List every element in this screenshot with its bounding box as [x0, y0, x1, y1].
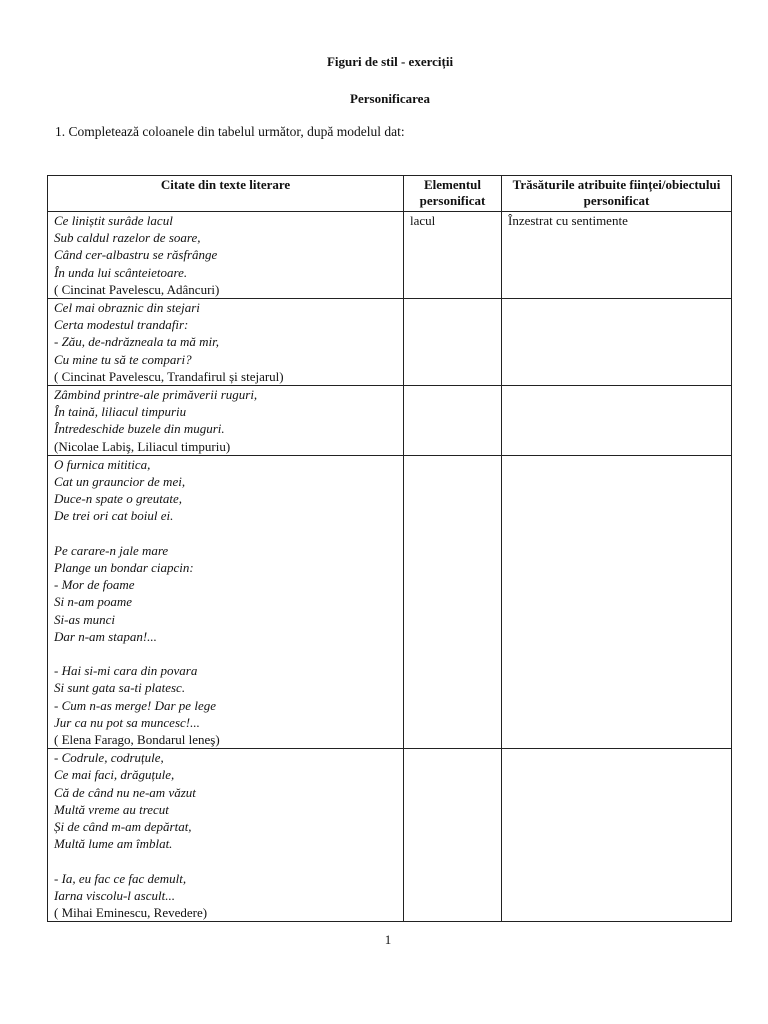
table-row [48, 386, 732, 456]
quote-line: Și de când m-am depărtat, [54, 819, 192, 835]
quote-line: - Codrule, codruțule, [54, 750, 164, 766]
quote-line: De trei ori cat boiul ei. [54, 508, 174, 524]
traits-cell [502, 299, 732, 386]
page-number: 1 [384, 932, 392, 947]
quote-line: Certa modestul trandafir: [54, 317, 189, 333]
quote-line: Întredeschide buzele din muguri. [54, 421, 225, 437]
quote-line: Ce mai faci, drăguțule, [54, 767, 175, 783]
quote-line: Cu mine tu să te compari? [54, 351, 192, 367]
quote-line: Jur ca nu pot sa muncesc!... [54, 714, 200, 730]
quote-source: (Nicolae Labiş, Liliacul timpuriu) [54, 438, 231, 454]
quote-line: În unda lui scânteietoare. [54, 264, 188, 280]
section-title: Personificarea [350, 91, 430, 106]
traits-cell [502, 749, 732, 922]
quote-line: Multă vreme au trecut [54, 801, 169, 817]
quote-line: - Hai si-mi cara din povara [54, 663, 198, 679]
exercise-instruction: 1. Completează coloanele din tabelul următor, după modelul dat: [55, 124, 405, 139]
quote-cell [48, 386, 404, 456]
stanza-break [54, 645, 397, 662]
quote-source: ( Cincinat Pavelescu, Trandafirul și stejarul) [54, 368, 284, 384]
quote-source: ( Elena Farago, Bondarul leneş) [54, 732, 220, 748]
quote-line: Pe carare-n jale mare [54, 542, 169, 558]
element-cell [404, 749, 502, 922]
element-cell [404, 455, 502, 748]
quote-cell [48, 455, 404, 748]
quote-line: Si n-am poame [54, 594, 132, 610]
element-cell: lacul [404, 212, 502, 299]
header-traits: Trăsăturile atribuite ființei/obiectului personificat [502, 176, 732, 212]
table-header-row [48, 176, 732, 212]
quote-line: Cat un grauncior de mei, [54, 474, 186, 490]
traits-cell: Înzestrat cu sentimente [502, 212, 732, 299]
quote-line: Multă lume am îmblat. [54, 836, 173, 852]
traits-cell [502, 455, 732, 748]
table-row [48, 299, 732, 386]
header-quotes: Citate din texte literare [48, 176, 404, 212]
quote-line: Cel mai obraznic din stejari [54, 300, 200, 316]
quote-line: Si sunt gata sa-ti platesc. [54, 680, 186, 696]
stanza-break [54, 852, 397, 869]
quote-line: Zâmbind printre-ale primăverii ruguri, [54, 387, 258, 403]
quote-line: Si-as munci [54, 611, 116, 627]
stanza-break [54, 525, 397, 542]
traits-cell [502, 386, 732, 456]
quote-line: Că de când nu ne-am văzut [54, 784, 196, 800]
quote-cell [48, 299, 404, 386]
element-cell [404, 386, 502, 456]
quote-line: - Cum n-as merge! Dar pe lege [54, 697, 216, 713]
exercise-table [47, 175, 732, 922]
quote-line: Iarna viscolu-l ascult... [54, 887, 175, 903]
quote-line: Ce liniștit surâde lacul [54, 213, 173, 228]
quote-line: Plange un bondar ciapcin: [54, 560, 194, 576]
document-title: Figuri de stil - exerciții [326, 54, 454, 69]
quote-cell [48, 749, 404, 922]
quote-source: ( Cincinat Pavelescu, Adâncuri) [54, 281, 220, 297]
quote-line: Sub caldul razelor de soare, [54, 230, 201, 246]
table-row [48, 212, 732, 299]
quote-line: Dar n-am stapan!... [54, 628, 157, 644]
table-body [48, 212, 732, 922]
quote-line: - Zău, de-ndrăzneala ta mă mir, [54, 334, 220, 350]
quote-line: În taină, liliacul timpuriu [54, 404, 187, 420]
quote-line: - Ia, eu fac ce fac demult, [54, 870, 187, 886]
quote-cell [48, 212, 404, 299]
quote-line: - Mor de foame [54, 577, 135, 593]
quote-line: O furnica mititica, [54, 456, 151, 472]
quote-line: Când cer-albastru se răsfrânge [54, 247, 218, 263]
quote-line: Duce-n spate o greutate, [54, 491, 183, 507]
element-cell [404, 299, 502, 386]
quote-source: ( Mihai Eminescu, Revedere) [54, 905, 208, 921]
table-row [48, 749, 732, 922]
header-element: Elementul personificat [404, 176, 502, 212]
table-row [48, 455, 732, 748]
